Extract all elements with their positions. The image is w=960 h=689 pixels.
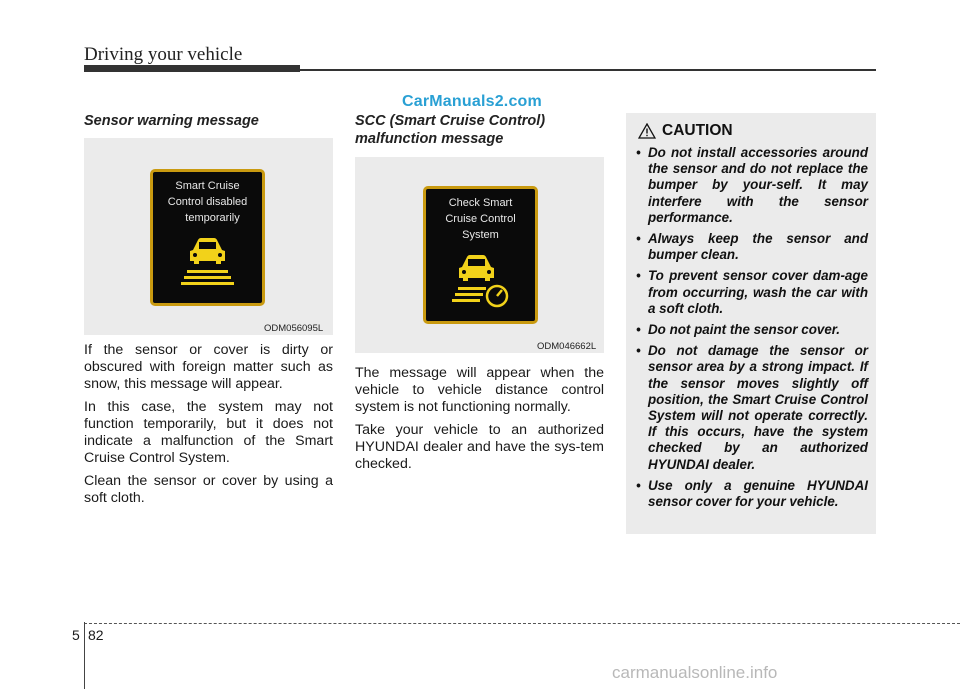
page-header-title: Driving your vehicle: [84, 44, 243, 65]
title-line: SCC (Smart Cruise Control): [355, 113, 546, 129]
display-line: System: [462, 229, 499, 241]
caution-item-text: Use only a genuine HYUNDAI sensor cover for your vehicle.: [648, 477, 868, 510]
caution-item: • Use only a genuine HYUNDAI sensor cover for your vehicle.: [636, 477, 868, 510]
scc-malfunction-figure: [355, 157, 604, 353]
footer-rule: [84, 623, 960, 624]
paragraph: Take your vehicle to an authorized HYUNDAI dealer and have the sys-tem checked.: [355, 422, 604, 472]
scc-malfunction-title: [355, 112, 545, 148]
chapter-number: 5: [72, 627, 80, 643]
warning-triangle-icon: [638, 123, 656, 139]
caution-item: • To prevent sensor cover dam-age from occurring, wash the car with a soft cloth.: [636, 268, 868, 316]
caution-item-text: Do not paint the sensor cover.: [648, 322, 840, 338]
watermark-top: CarManuals2.com: [402, 93, 542, 110]
footer-divider: [84, 622, 85, 689]
display-line: Check Smart: [448, 197, 513, 209]
caution-item-text: Always keep the sensor and bumper clean.: [648, 231, 868, 263]
title-line: malfunction message: [355, 131, 504, 147]
caution-list: [636, 145, 868, 515]
caution-item: • Do not paint the sensor cover.: [636, 322, 840, 338]
caution-item-text: To prevent sensor cover dam-age from occurring, wash the car with a soft cloth.: [648, 268, 868, 316]
cluster-display-2: [423, 186, 538, 324]
scc-malfunction-body: [355, 365, 604, 479]
display-line: Smart Cruise: [175, 180, 240, 192]
display-line: Control disabled: [167, 196, 248, 208]
sensor-warning-figure: [84, 138, 333, 335]
car-front-icon: [426, 251, 535, 311]
caution-item-text: Do not damage the sensor or sensor area by a strong impact. If the sensor moves slightly off position, the Smart Cruise Control System will not operate correctly. If this occurs, have the system checked by an authorized HYUNDAI dealer.: [648, 343, 868, 472]
caution-item: • Always keep the sensor and bumper clean.: [636, 231, 868, 263]
display-line: temporarily: [185, 212, 240, 224]
caution-header: [638, 122, 733, 140]
paragraph: Clean the sensor or cover by using a soft cloth.: [84, 473, 333, 506]
caution-label: CAUTION: [662, 122, 733, 139]
sensor-warning-body: [84, 342, 333, 513]
watermark-bottom: carmanualsonline.info: [612, 663, 778, 682]
cluster-display-1-text: [153, 178, 262, 226]
figure-code-1: ODM056095L: [264, 323, 324, 334]
caution-box: [626, 113, 876, 534]
distance-lines-icon: [181, 270, 234, 285]
cluster-display-1: [150, 169, 265, 306]
car-front-icon: [153, 234, 262, 294]
cluster-display-2-text: [426, 195, 535, 243]
caution-item: • Do not install accessories around the sensor and do not replace the bumper by your-self. It may interfere with the sensor performance.: [636, 145, 868, 225]
header-rule-thin: [300, 69, 876, 71]
caution-item-text: Do not install accessories around the sensor and do not replace the bumper by your-self. It may interfere with the sensor performance.: [648, 145, 868, 225]
paragraph: In this case, the system may not function temporarily, but it does not indicate a malfunction of the Smart Cruise Control System.: [84, 399, 333, 466]
display-line: Cruise Control: [445, 213, 516, 225]
page-number: 82: [88, 627, 104, 643]
sensor-warning-title: Sensor warning message: [84, 113, 259, 129]
distance-lines-icon: [452, 287, 486, 302]
figure-code-2: ODM046662L: [537, 341, 597, 352]
header-rule-thick: [84, 65, 300, 72]
paragraph: The message will appear when the vehicle to vehicle distance control system is not functioning normally.: [355, 365, 604, 415]
speedometer-icon: [487, 286, 507, 306]
paragraph: If the sensor or cover is dirty or obscured with foreign matter such as snow, this message will appear.: [84, 342, 333, 392]
caution-item: • Do not damage the sensor or sensor area by a strong impact. If the sensor moves slightly off position, the Smart Cruise Control System will not operate correctly. If this occurs, have the system checked by an authorized HYUNDAI dealer.: [636, 343, 868, 472]
